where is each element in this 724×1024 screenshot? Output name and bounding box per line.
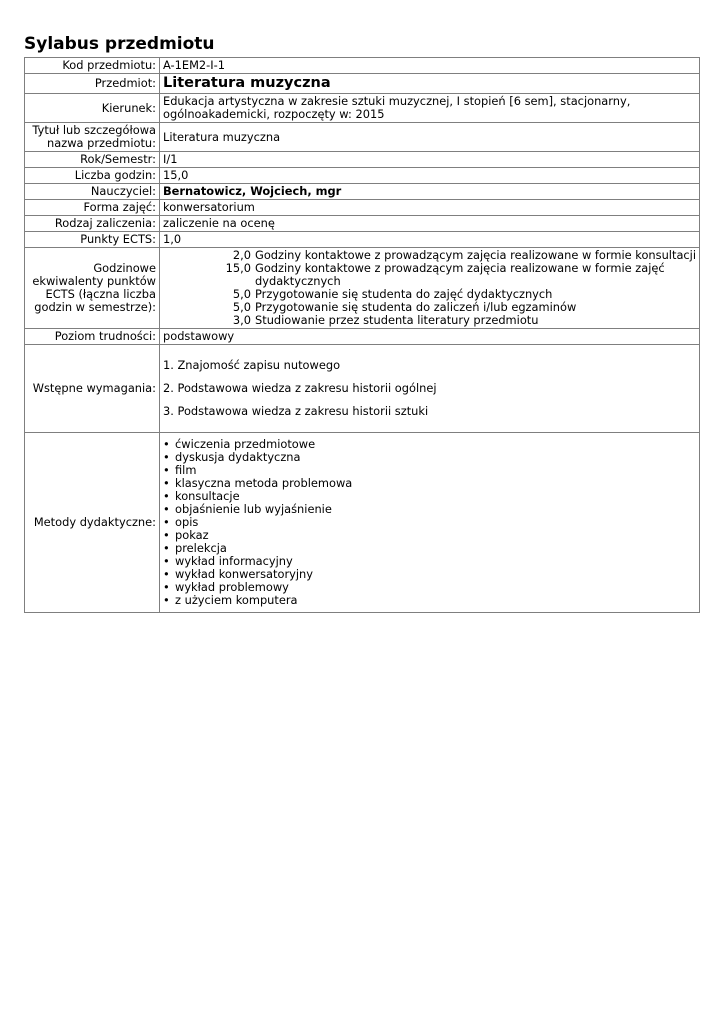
method-text: prelekcja [175, 541, 227, 555]
bullet-icon: • [163, 541, 170, 555]
hours-number: 2,0 [232, 248, 251, 262]
row-field-of-study [25, 94, 700, 123]
method-text: opis [175, 515, 199, 529]
year-semester-label: Rok/Semestr: [25, 152, 160, 168]
assessment-type-value: zaliczenie na ocenę [160, 216, 700, 232]
row-hours [25, 168, 700, 184]
teacher-value: Bernatowicz, Wojciech, mgr [160, 184, 700, 200]
list-item [163, 503, 696, 516]
ects-equivalents-label: Godzinowe ekwiwalenty punktów ECTS (łączna liczba godzin w semestrze): [25, 248, 160, 329]
hours-number: 3,0 [232, 313, 251, 327]
row-ects [25, 232, 700, 248]
class-form-label: Forma zajęć: [25, 200, 160, 216]
bullet-icon: • [163, 567, 170, 581]
field-of-study-label: Kierunek: [25, 94, 160, 123]
list-item [211, 314, 696, 327]
bullet-icon: • [163, 554, 170, 568]
hours-number: 5,0 [232, 287, 251, 301]
row-year-semester [25, 152, 700, 168]
prerequisites-label: Wstępne wymagania: [25, 345, 160, 433]
list-item [163, 529, 696, 542]
method-text: konsultacje [175, 489, 240, 503]
list-item: 1. Znajomość zapisu nutowego [163, 358, 341, 372]
hours-description: Studiowanie przez studenta literatury przedmiotu [255, 313, 539, 327]
list-item: 2. Podstawowa wiedza z zakresu historii ogólnej [163, 381, 437, 395]
method-text: klasyczna metoda problemowa [175, 476, 353, 490]
hours-description: Godziny kontaktowe z prowadzącym zajęcia realizowane w formie konsultacji [255, 248, 697, 262]
teaching-methods-value [160, 433, 700, 613]
row-teacher [25, 184, 700, 200]
difficulty-value: podstawowy [160, 329, 700, 345]
row-course-code [25, 58, 700, 74]
row-detailed-title [25, 123, 700, 152]
course-code-label: Kod przedmiotu: [25, 58, 160, 74]
assessment-type-label: Rodzaj zaliczenia: [25, 216, 160, 232]
year-semester-value: I/1 [160, 152, 700, 168]
ects-equivalents-value [160, 248, 700, 329]
list-item [163, 594, 696, 607]
hours-label: Liczba godzin: [25, 168, 160, 184]
method-text: wykład problemowy [175, 580, 289, 594]
bullet-icon: • [163, 528, 170, 542]
method-text: objaśnienie lub wyjaśnienie [175, 502, 332, 516]
bullet-icon: • [163, 489, 170, 503]
list-item [163, 451, 696, 464]
prerequisites-value [160, 345, 700, 433]
detailed-title-label: Tytuł lub szczegółowa nazwa przedmiotu: [25, 123, 160, 152]
row-prerequisites [25, 345, 700, 433]
hours-value: 15,0 [160, 168, 700, 184]
method-text: film [175, 463, 197, 477]
teacher-label: Nauczyciel: [25, 184, 160, 200]
detailed-title-value: Literatura muzyczna [160, 123, 700, 152]
method-text: wykład konwersatoryjny [175, 567, 314, 581]
method-text: pokaz [175, 528, 209, 542]
bullet-icon: • [163, 580, 170, 594]
bullet-icon: • [163, 450, 170, 464]
teaching-methods-label: Metody dydaktyczne: [25, 433, 160, 613]
bullet-icon: • [163, 437, 170, 451]
bullet-icon: • [163, 476, 170, 490]
class-form-value: konwersatorium [160, 200, 700, 216]
ects-label: Punkty ECTS: [25, 232, 160, 248]
bullet-icon: • [163, 463, 170, 477]
prerequisites-list [163, 346, 696, 431]
row-subject [25, 74, 700, 94]
hours-number: 15,0 [225, 261, 251, 275]
page-title: Sylabus przedmiotu [24, 34, 215, 54]
row-ects-equivalents [25, 248, 700, 329]
ects-value: 1,0 [160, 232, 700, 248]
list-item [163, 516, 696, 529]
field-of-study-value: Edukacja artystyczna w zakresie sztuki muzycznej, I stopień [6 sem], stacjonarny, ogólnoakademicki, rozpoczęty w: 2015 [160, 94, 700, 123]
teaching-methods-list [163, 434, 696, 611]
method-text: z użyciem komputera [175, 593, 298, 607]
row-assessment-type [25, 216, 700, 232]
subject-value: Literatura muzyczna [160, 74, 700, 94]
bullet-icon: • [163, 515, 170, 529]
method-text: wykład informacyjny [175, 554, 293, 568]
hours-description: Przygotowanie się studenta do zajęć dydaktycznych [255, 287, 553, 301]
list-item: 3. Podstawowa wiedza z zakresu historii sztuki [163, 404, 429, 418]
row-difficulty [25, 329, 700, 345]
hours-number: 5,0 [232, 300, 251, 314]
row-class-form [25, 200, 700, 216]
list-item [211, 262, 696, 288]
hours-description: Przygotowanie się studenta do zaliczeń i/lub egzaminów [255, 300, 577, 314]
method-text: ćwiczenia przedmiotowe [175, 437, 316, 451]
hours-description: Godziny kontaktowe z prowadzącym zajęcia realizowane w formie zajęć dydaktycznych [255, 261, 665, 288]
list-item [163, 477, 696, 490]
subject-label: Przedmiot: [25, 74, 160, 94]
bullet-icon: • [163, 593, 170, 607]
bullet-icon: • [163, 502, 170, 516]
difficulty-label: Poziom trudności: [25, 329, 160, 345]
course-code-value: A-1EM2-I-1 [160, 58, 700, 74]
row-teaching-methods [25, 433, 700, 613]
ects-equivalents-list [163, 249, 696, 327]
method-text: dyskusja dydaktyczna [175, 450, 301, 464]
syllabus-table [24, 57, 700, 613]
